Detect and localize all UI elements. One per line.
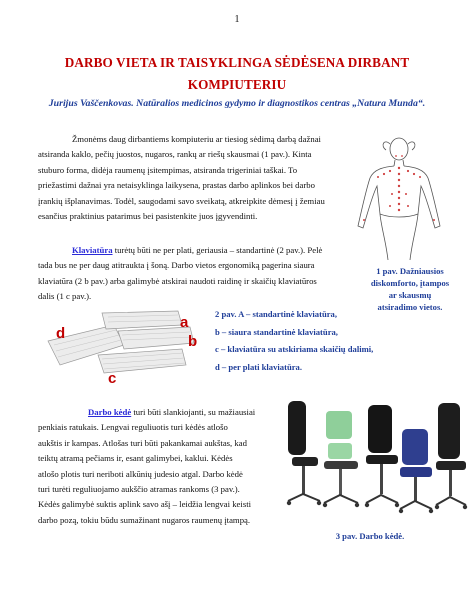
keyboard-paragraph xyxy=(38,243,350,305)
chair-line-4: atlošo plotis turi neriboti alkūnių judesio atgal. Darbo kėdė xyxy=(38,468,243,479)
keyboard-line-1: tada bus ne per daug atitraukta į šoną. Darbo vietos ergonomiką pagerina siaura xyxy=(38,260,315,271)
chair-black-right xyxy=(435,403,467,509)
title-line-1: DARBO VIETA IR TAISYKLINGA SĖDĖSENA DIRBANT xyxy=(64,55,410,70)
fig3-caption: 3 pav. Darbo kėdė. xyxy=(335,531,405,541)
chair-line-0 xyxy=(38,405,276,420)
intro-line-3: priežastimi dažnai yra netaisyklinga laikysena, prastas darbo aplinkos bei darbo xyxy=(38,180,315,191)
fig1-caption-line-0: 1 pav. Dažniausios xyxy=(376,266,444,276)
chair-paragraph xyxy=(38,405,276,528)
chair-black-center xyxy=(365,405,399,507)
fig1-caption-line-1: diskomforto, įtampos xyxy=(370,278,450,288)
intro-line-0: Žmonėms daug dirbantiems kompiuteriu ar tiesiog sėdimą darbą dažnai xyxy=(72,134,321,144)
fig2-caption-0: 2 pav. A – standartinė klaviatūra, xyxy=(215,309,338,319)
intro-line-2: stuburo forma, didėja raumenų įsitempimas, atsiranda trigeriniai taškai. To xyxy=(38,164,298,175)
fig2-letter-d: d xyxy=(56,325,66,342)
chair-line-5: turi turėti reguliuojamo aukščio atramas rankoms (3 pav.). xyxy=(38,484,240,495)
chair-black-left xyxy=(287,401,321,505)
fig2-caption-3: d – per plati klaviatūra. xyxy=(215,361,302,372)
chair-line-7: darbo pozą, tokiu būdu sumažinant nugaros raumenų įtampą. xyxy=(38,514,251,525)
fig1-caption-line-2: ar skausmų xyxy=(388,290,432,300)
page-title xyxy=(20,52,454,96)
chair-line-2: aukštis ir kampas. Atlošas turi būti pakankamai aukštas, kad xyxy=(38,437,247,448)
intro-paragraph xyxy=(38,132,343,224)
keyboard-line-3: dalis (1 c pav.). xyxy=(38,291,92,302)
keyboard-link[interactable]: Klaviatūra xyxy=(72,245,113,255)
fig2-caption-2: c – klaviatūra su atskiriama skaičių dalimi, xyxy=(215,344,374,354)
keyboard-line-0 xyxy=(38,243,350,258)
page-number: 1 xyxy=(234,14,240,25)
keyboard-line-2: klaviatūra (2 b pav.) arba galimybė atskirai naudoti raidinę ir skaičių klaviatūros xyxy=(38,275,317,286)
fig2-captions xyxy=(215,306,470,376)
intro-line-1: atsiranda kaklo, pečių juostos, nugaros, rankų ar riešų skausmai (1 pav.). Kinta xyxy=(38,149,312,160)
fig2-letter-a: a xyxy=(180,314,189,331)
chair-line-1: penkiais ratukais. Lengvai reguliuotis turi kėdės atlošo xyxy=(38,422,228,433)
fig2-letter-c: c xyxy=(108,370,117,387)
chair-blue xyxy=(399,429,433,513)
body-pain-figure xyxy=(350,134,448,262)
chair-line-6: Kėdės galimybė suktis aplink savo ašį – leidžia lengvai keisti xyxy=(38,499,252,510)
fig1-caption-line-3: atsiradimo vietos. xyxy=(377,302,443,312)
chair-link[interactable]: Darbo kėdė xyxy=(88,407,132,417)
intro-line-5: esančius praktinius patarimus bei pasistenkite juos įgyvendinti. xyxy=(38,211,258,222)
fig2-caption-1: b – siaura standartinė klaviatūra, xyxy=(215,326,338,337)
intro-line-4: įrankių išplanavimas. Todėl, saugodami savo sveikatą, atkreipkite dėmesį į žemiau xyxy=(38,195,325,206)
chair-line-3: teiktų atramą pečiams ir, esant galimybei, kaklui. Kėdės xyxy=(38,453,233,464)
chairs-figure xyxy=(282,395,472,527)
author-line: Jurijus Vaščenkovas. Natūralios medicinos gydymo ir diagnostikos centras „Natura Munda“. xyxy=(48,98,426,109)
keyboard-line-0-text: turėtų būti ne per plati, geriausia – standartinė (2 pav.). Pelė xyxy=(112,245,323,255)
title-line-2: KOMPIUTERIU xyxy=(187,77,287,92)
chair-line-0-text: turi būti slankiojanti, su mažiausiai xyxy=(131,407,256,417)
chair-green xyxy=(323,411,359,507)
fig2-letter-b: b xyxy=(188,333,198,350)
